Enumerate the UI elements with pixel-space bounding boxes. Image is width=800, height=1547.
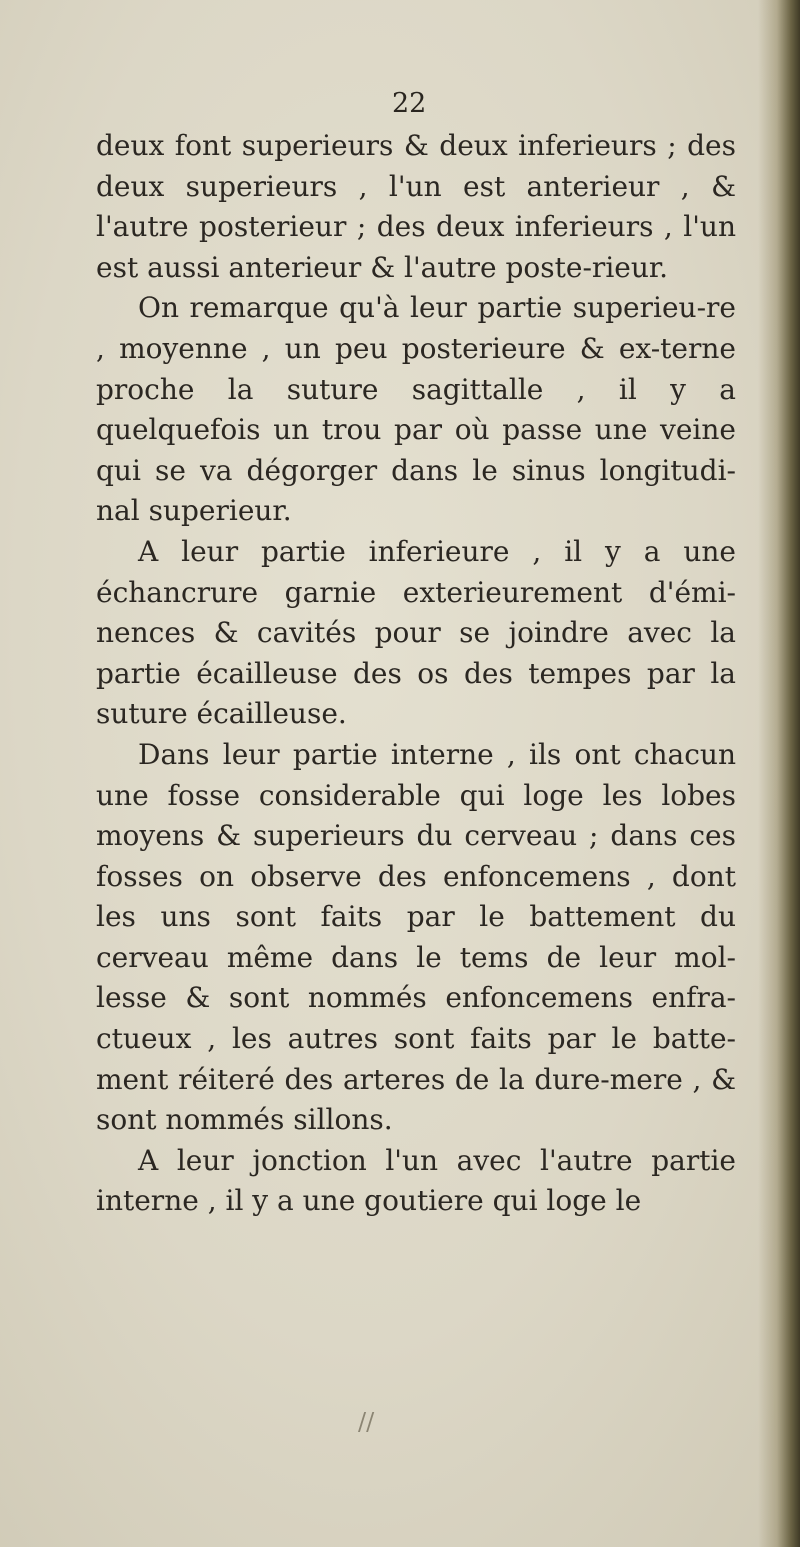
paragraph-5: A leur jonction l'un avec l'autre partie interne , il y a une goutiere qui loge le (96, 1143, 736, 1218)
paragraph-4: Dans leur partie interne , ils ont chacun une fosse considerable qui loge les lobes moyens & superieurs du cerveau ; dans ces fosses on observe des enfoncemens , dont les uns sont faits par le battement du cerveau même dans le tems de leur mol-lesse & sont nommés enfoncemens enfra-ctueux , les autres sont faits par le batte-ment réiteré des arteres de la dure-mere , & sont nommés sillons. (96, 737, 736, 1137)
page-number: 22 (392, 88, 427, 119)
page-gutter-shadow (758, 0, 800, 1547)
paragraph-3: A leur partie inferieure , il y a une échancrure garnie exterieurement d'émi-nences & cavités pour se joindre avec la partie écailleuse des os des tempes par la suture écailleuse. (96, 534, 736, 731)
bottom-pencil-mark: // (358, 1408, 375, 1436)
paragraph-2: On remarque qu'à leur partie superieu-re , moyenne , un peu posterieure & ex-terne proche la suture sagittalle , il y a quelquefois un trou par où passe une veine qui se va dégorger dans le sinus longitudi-nal superieur. (96, 291, 736, 528)
paragraph-1: deux font superieurs & deux inferieurs ; des deux superieurs , l'un est anterieur , & l'autre posterieur ; des deux inferieurs , l'un est aussi anterieur & l'autre poste-rieur. (96, 129, 736, 284)
body-text (96, 126, 736, 1222)
